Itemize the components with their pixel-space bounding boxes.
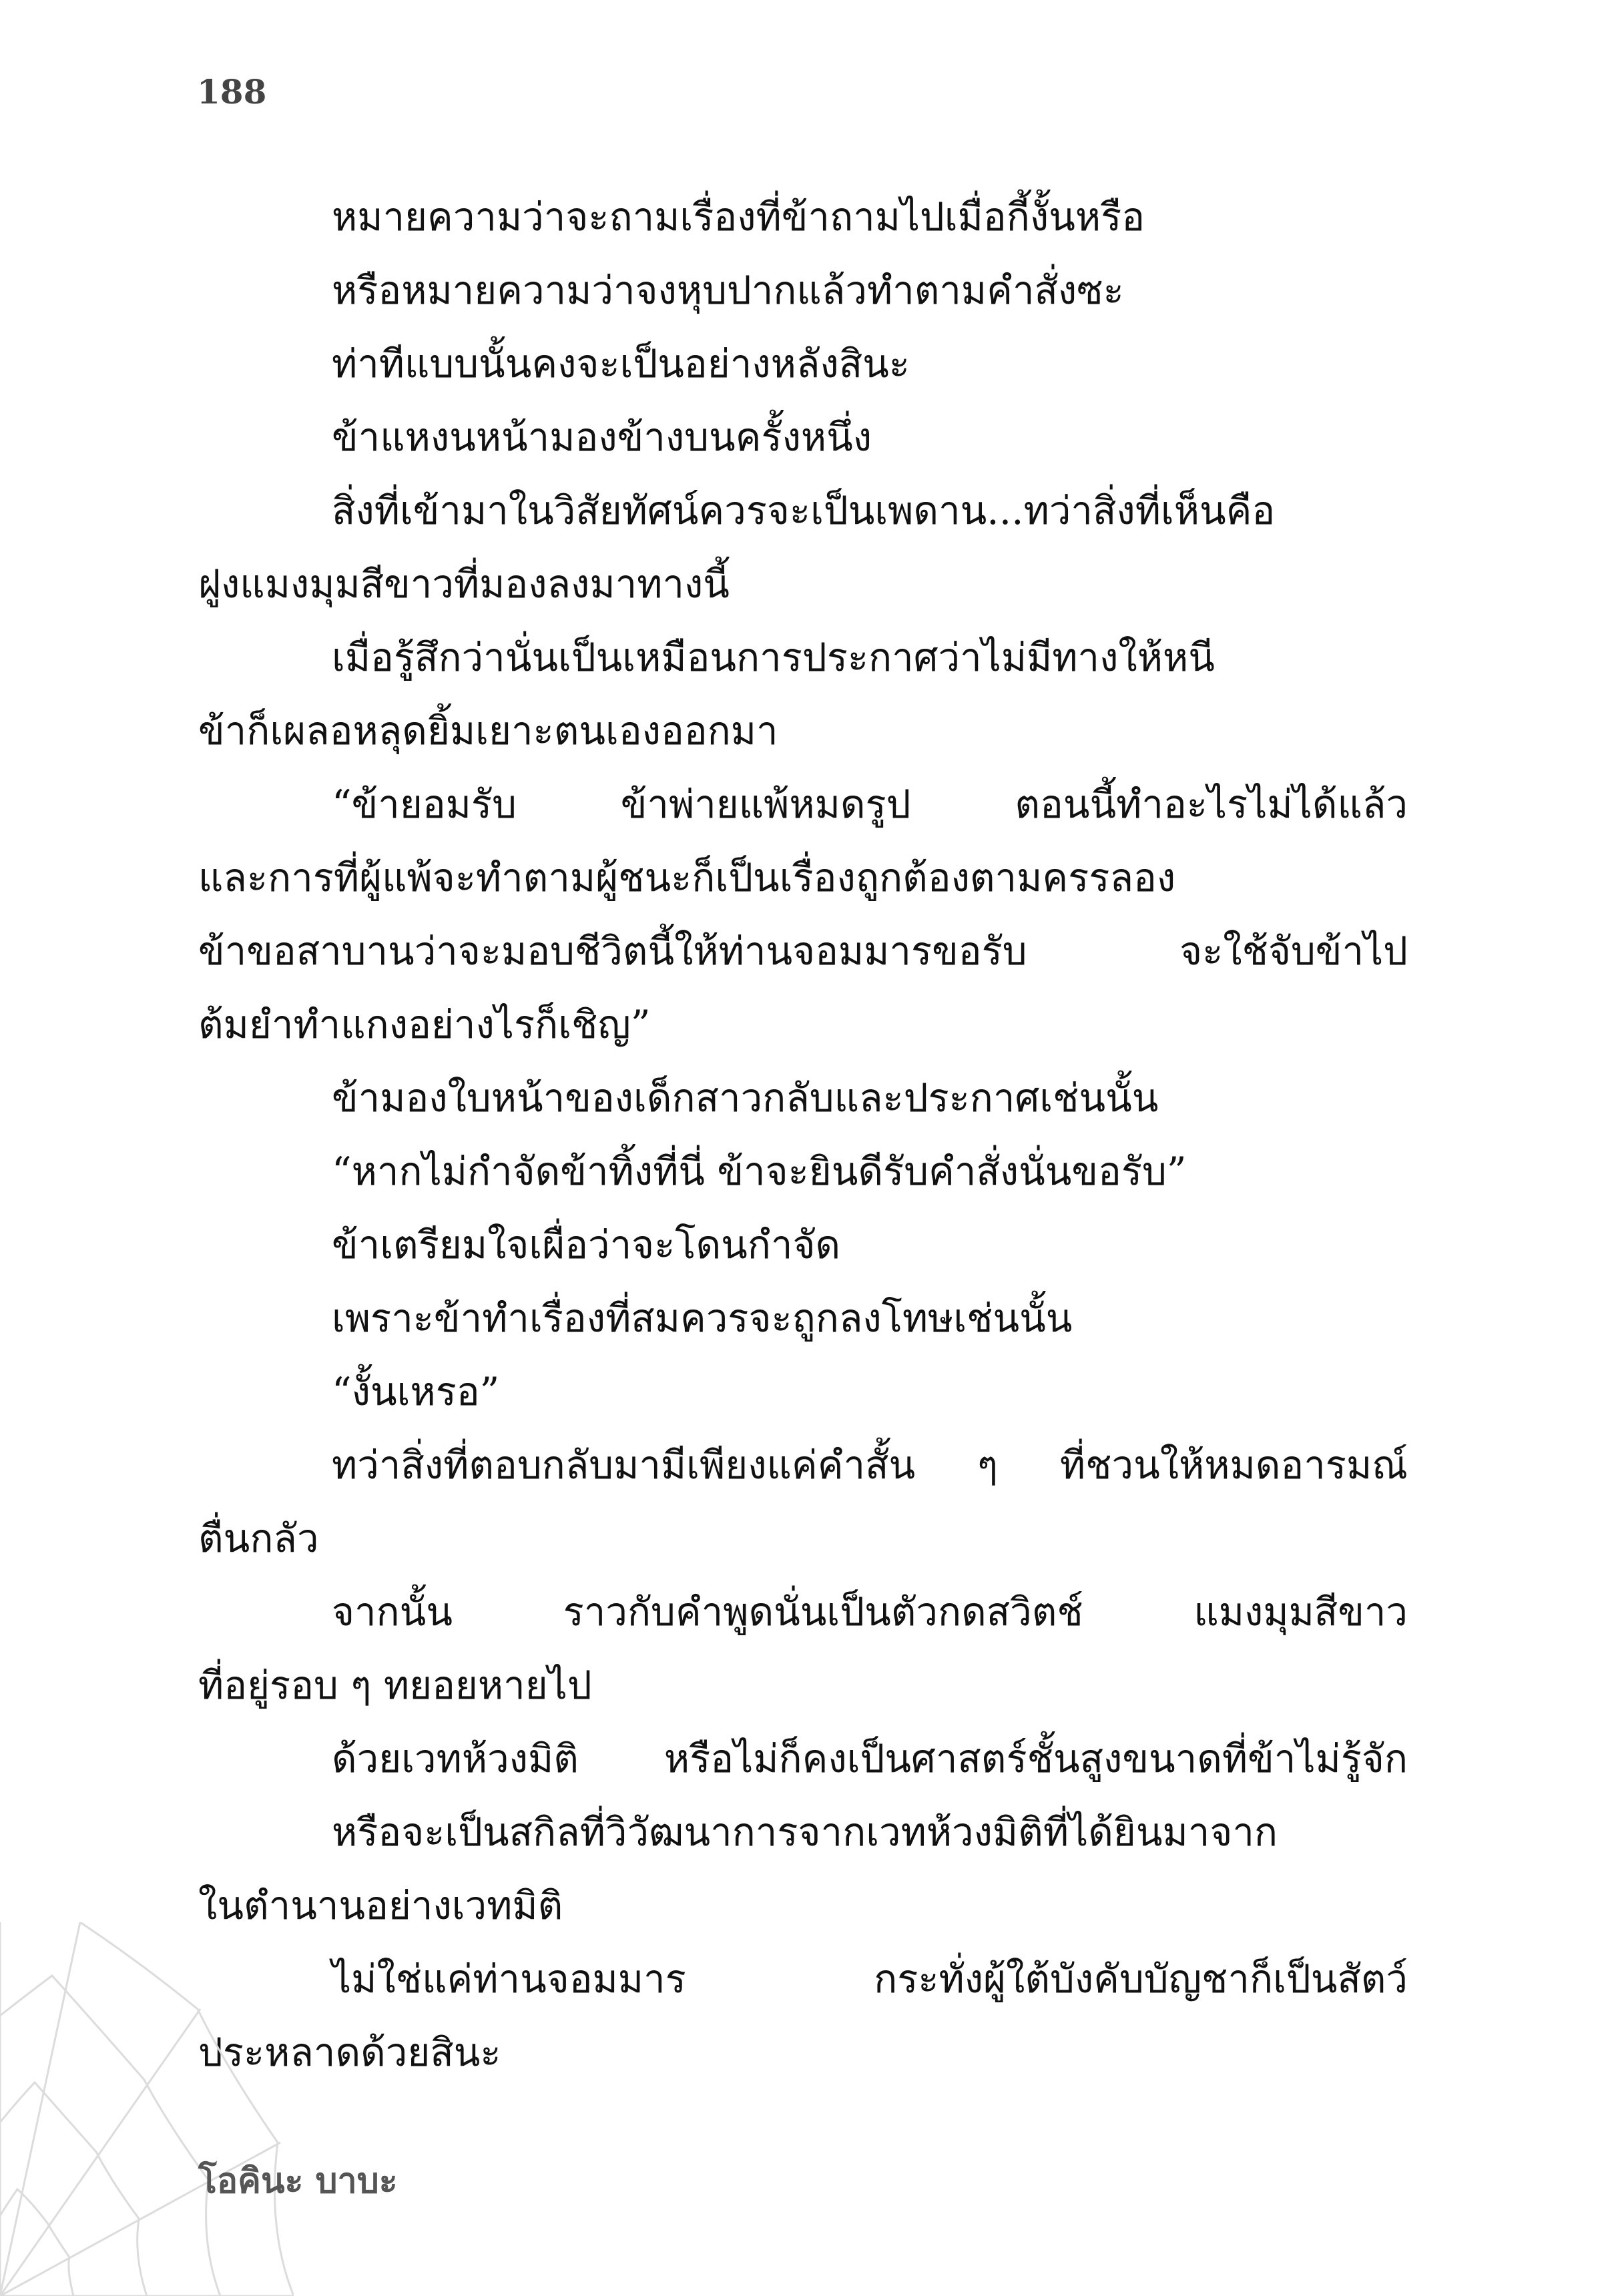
- text-line: ข้ามองใบหน้าของเด็กสาวกลับและประกาศเช่นนั้น: [332, 1075, 1159, 1121]
- text-line: และการที่ผู้แพ้จะทำตามผู้ชนะก็เป็นเรื่องถูกต้องตามครรลอง: [198, 855, 1176, 900]
- text-line: “หากไม่กำจัดข้าทิ้งที่นี่ ข้าจะยินดีรับคำสั่งนั่นขอรับ”: [332, 1149, 1187, 1194]
- text-line: ข้าขอสาบานว่าจะมอบชีวิตนี้ให้ท่านจอมมารขอรับ จะใช้จับข้าไป: [198, 928, 1408, 974]
- text-line: ที่อยู่รอบ ๆ ทยอยหายไป: [198, 1663, 592, 1708]
- text-line: สิ่งที่เข้ามาในวิสัยทัศน์ควรจะเป็นเพดาน...ทว่าสิ่งที่เห็นคือ: [332, 488, 1276, 533]
- spiderweb-decoration: [0, 1922, 294, 2296]
- text-line: ข้าแหงนหน้ามองข้างบนครั้งหนึ่ง: [332, 414, 872, 460]
- text-line: ไม่ใช่แค่ท่านจอมมาร กระทั่งผู้ใต้บังคับบัญชาก็เป็นสัตว์: [332, 1956, 1408, 2002]
- text-line: ข้าเตรียมใจเผื่อว่าจะโดนกำจัด: [332, 1222, 841, 1267]
- text-line: หรือหมายความว่าจงหุบปากแล้วทำตามคำสั่งซะ: [332, 268, 1124, 313]
- text-line: เพราะข้าทำเรื่องที่สมควรจะถูกลงโทษเช่นนั้น: [332, 1296, 1073, 1341]
- text-line: “งั้นเหรอ”: [332, 1369, 500, 1414]
- text-line: เมื่อรู้สึกว่านั่นเป็นเหมือนการประกาศว่าไม่มีทางให้หนี: [332, 635, 1215, 680]
- text-line: ด้วยเวทห้วงมิติ หรือไม่ก็คงเป็นศาสตร์ชั้นสูงขนาดที่ข้าไม่รู้จัก: [332, 1736, 1408, 1781]
- page-number: 188: [197, 72, 267, 111]
- author-name: โอคินะ บาบะ: [198, 2161, 398, 2201]
- text-line: “ข้ายอมรับ ข้าพ่ายแพ้หมดรูป ตอนนี้ทำอะไรไม่ได้แล้ว: [332, 782, 1408, 827]
- text-line: หรือจะเป็นสกิลที่วิวัฒนาการจากเวทห้วงมิติที่ได้ยินมาจาก: [332, 1809, 1278, 1855]
- text-line: หมายความว่าจะถามเรื่องที่ข้าถามไปเมื่อกี้งั้นหรือ: [332, 194, 1145, 240]
- text-line: ในตำนานอย่างเวทมิติ: [198, 1883, 563, 1928]
- text-line: ท่าทีแบบนั้นคงจะเป็นอย่างหลังสินะ: [332, 341, 910, 386]
- text-line: ตื่นกลัว: [198, 1516, 319, 1561]
- text-line: ฝูงแมงมุมสีขาวที่มองลงมาทางนี้: [198, 561, 730, 607]
- text-line: ข้าก็เผลอหลุดยิ้มเยาะตนเองออกมา: [198, 708, 778, 754]
- text-line: จากนั้น ราวกับคำพูดนั่นเป็นตัวกดสวิตช์ แมงมุมสีขาว: [332, 1589, 1408, 1635]
- text-line: ต้มยำทำแกงอย่างไรก็เชิญ”: [198, 1002, 651, 1047]
- text-line: ประหลาดด้วยสินะ: [198, 2030, 501, 2075]
- text-line: ทว่าสิ่งที่ตอบกลับมามีเพียงแค่คำสั้น ๆ ที่ชวนให้หมดอารมณ์: [332, 1442, 1408, 1488]
